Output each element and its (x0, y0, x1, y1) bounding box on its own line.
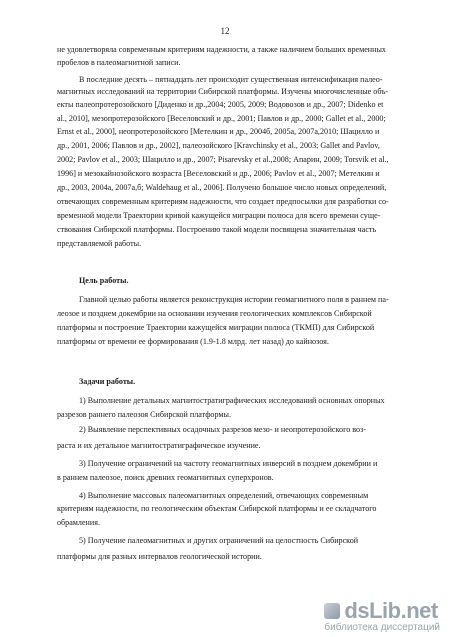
text-line: магнитных исследований на территории Сибирской платформы. Изучены многочисленные объ- (57, 87, 389, 96)
list-item: 1) Выполнение детальных магнитостратиграфических исследований основных опорных (79, 396, 385, 405)
list-item: 4) Выполнение массовых палеомагнитных определений, отвечающих современным (79, 491, 369, 500)
section-heading-tasks: Задачи работы. (79, 377, 136, 386)
text-line: отвечающих современным критериям надежности, что создает предпосылки для разработки со- (57, 197, 389, 206)
text-line: временной модели Траектории кривой кажущейся миграции полюса для всего времени суще- (57, 211, 381, 220)
page-number: 12 (220, 26, 230, 36)
text-line: обрамления. (57, 518, 100, 527)
text-line: 2002; Pavlov et al., 2003; Шацилло и др., 2007; Pisarevsky et al.,2008; Апарин, 2009; Torsvik et al., (57, 155, 389, 164)
text-line: представляемой работы. (57, 239, 142, 248)
text-line: др., 2001, 2006; Павлов и др., 2002], палеозойского [Kravchinsky et al., 2003; Gallet and Pavlov, (57, 141, 380, 150)
text-line: раста и их детальное магнитостратиграфическое изучение. (57, 441, 261, 450)
text-line: леозое и позднем докембрии на основании изучения геологических комплексов Сибирской (57, 309, 372, 318)
list-item: 3) Получение ограничений на частоту геомагнитных инверсий в позднем докембрии и (79, 459, 378, 468)
text-line: не удовлетворяла современным критериям надежности, а также наличием больших временных (57, 45, 386, 54)
text-line: екты палеопротерозойского [Диденко и др.,2004; 2005, 2009; Водовозов и др., 2007; Didenko et (57, 100, 384, 109)
text-line: пробелов в палеомагнитной записи. (57, 58, 181, 67)
text-line: 1996] и мезокайнозойского возраста [Веселовский и др., 2006; Pavlov et al., 2007; Метелкин и (57, 169, 380, 178)
watermark-caption: библиотека диссертаций (324, 622, 440, 633)
text-line: ствования Сибирской платформы. Построению такой модели посвящена значительная часть (57, 225, 377, 234)
text-line: критериям надежности, по геологическим объектам Сибирской платформы и ее складчатого (57, 504, 377, 513)
logo-icon (324, 603, 340, 619)
text-line: в раннем палеозое, поиск древних геомагнитных суперхронов. (57, 473, 274, 482)
section-heading-goal: Цель работы. (79, 276, 129, 285)
list-item: 2) Выявление перспективных осадочных разрезов мезо- и неопротерозойского воз- (79, 425, 366, 434)
watermark (324, 598, 440, 633)
text-line: Ernst et al., 2000], неопротерозойского [Метелкин и др., 2004б, 2005а, 2007а,2010; Шацилло и (57, 127, 380, 136)
text-line: др., 2003, 2004а, 2007а,б; Waldehaug et al., 2006]. Получено большое число новых определений, (57, 183, 387, 192)
text-line: платформы и построение Траектории кажущейся миграции полюса (ТКМП) для Сибирской (57, 323, 375, 332)
text-line: В последние десять – пятнадцать лет происходит существенная интенсификация палео- (79, 75, 383, 84)
watermark-logo (324, 598, 440, 624)
text-line: платформы для разных интервалов геологической истории. (57, 552, 262, 561)
text-line: Главной целью работы является реконструкция истории геомагнитного поля в раннем па- (79, 295, 389, 304)
watermark-logo-text: dsLib.net (344, 598, 438, 623)
text-line: платформы от времени ее формирования (1.9-1.8 млрд. лет назад) до кайнозоя. (57, 337, 329, 346)
text-line: al., 2010], мезопротерозойского [Веселовский и др., 2001; Павлов и др., 2000; Gallet et al., 2000; (57, 114, 386, 123)
text-line: разрезов раннего палеозоя Сибирской платформы. (57, 410, 231, 419)
list-item: 5) Получение палеомагнитных и других ограничений на целостность Сибирской (79, 536, 359, 545)
